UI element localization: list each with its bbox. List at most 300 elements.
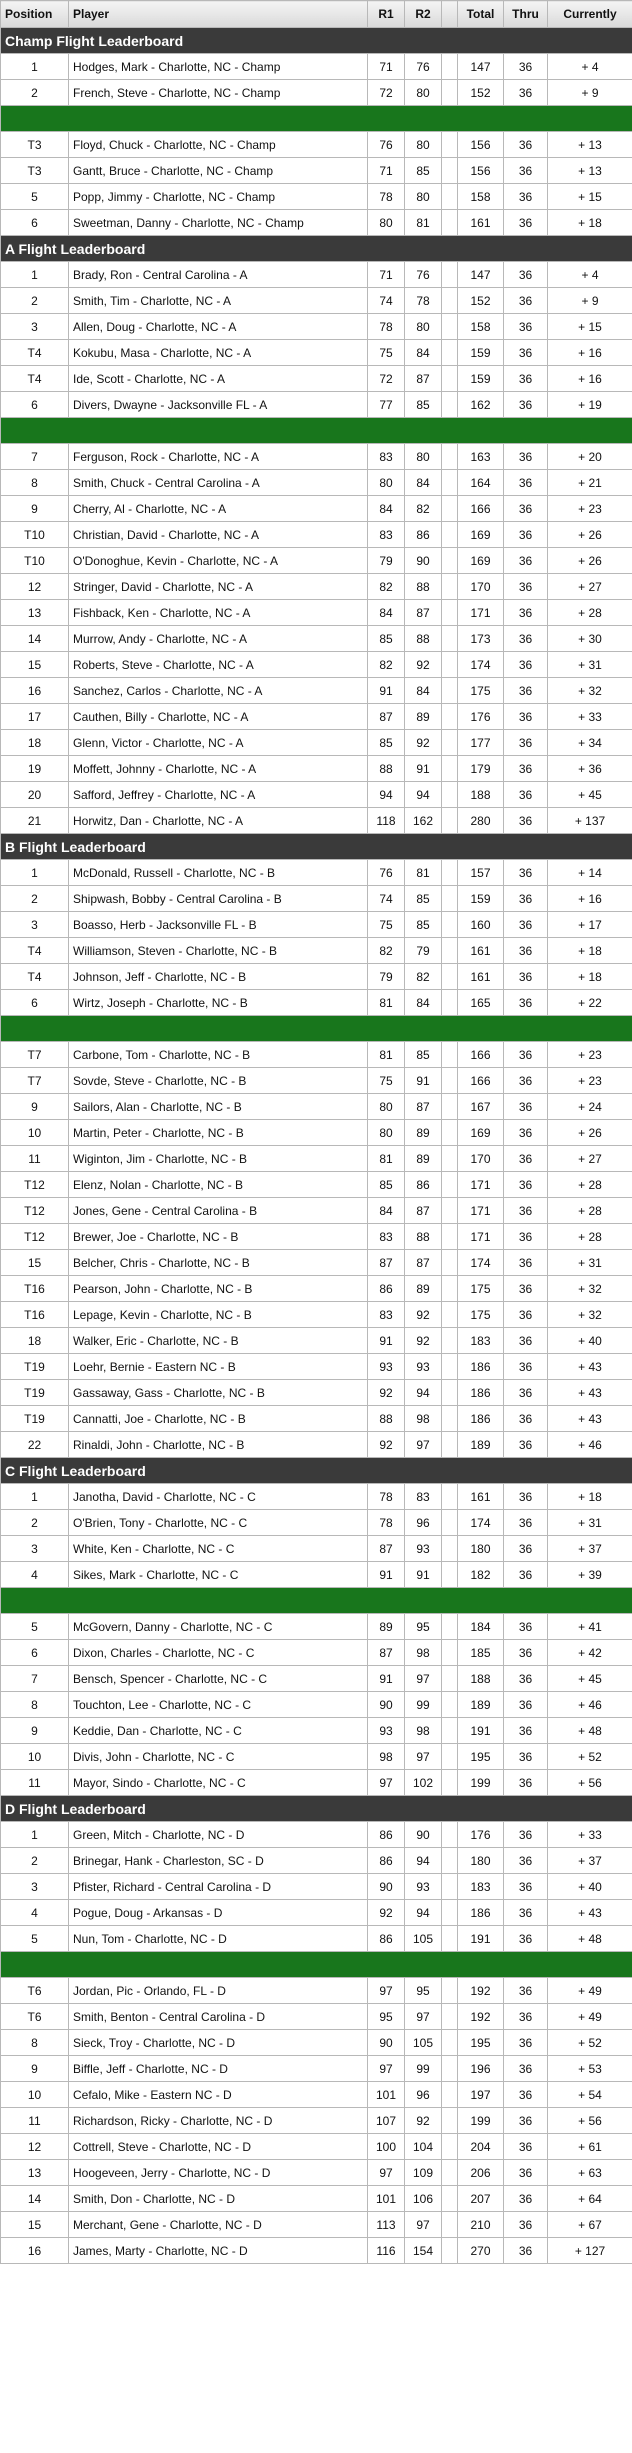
currently-cell: + 37 xyxy=(548,1848,632,1874)
thru-cell: 36 xyxy=(504,184,548,210)
player-cell: Jordan, Pic - Orlando, FL - D xyxy=(69,1978,368,2004)
total-cell: 280 xyxy=(458,808,504,834)
r1-cell: 74 xyxy=(368,288,405,314)
table-row xyxy=(1,1614,632,1640)
table-row xyxy=(1,756,632,782)
total-cell: 166 xyxy=(458,1042,504,1068)
r2-cell: 106 xyxy=(405,2186,442,2212)
currently-cell: + 9 xyxy=(548,80,632,106)
player-cell: Sanchez, Carlos - Charlotte, NC - A xyxy=(69,678,368,704)
player-cell: Hodges, Mark - Charlotte, NC - Champ xyxy=(69,54,368,80)
position-cell: 6 xyxy=(1,392,69,418)
position-cell: 3 xyxy=(1,1874,69,1900)
r2-cell: 87 xyxy=(405,1094,442,1120)
thru-cell: 36 xyxy=(504,548,548,574)
table-row xyxy=(1,288,632,314)
r2-cell: 87 xyxy=(405,600,442,626)
total-cell: 186 xyxy=(458,1380,504,1406)
table-row xyxy=(1,366,632,392)
total-cell: 170 xyxy=(458,574,504,600)
currently-cell: + 32 xyxy=(548,1302,632,1328)
player-cell: Williamson, Steven - Charlotte, NC - B xyxy=(69,938,368,964)
blank-cell xyxy=(442,1224,458,1250)
currently-cell: + 49 xyxy=(548,2004,632,2030)
player-cell: Boasso, Herb - Jacksonville FL - B xyxy=(69,912,368,938)
r1-cell: 92 xyxy=(368,1900,405,1926)
table-row xyxy=(1,860,632,886)
player-cell: Shipwash, Bobby - Central Carolina - B xyxy=(69,886,368,912)
position-cell: T12 xyxy=(1,1198,69,1224)
thru-cell: 36 xyxy=(504,808,548,834)
currently-cell: + 42 xyxy=(548,1640,632,1666)
player-cell: Ide, Scott - Charlotte, NC - A xyxy=(69,366,368,392)
r2-cell: 79 xyxy=(405,938,442,964)
thru-cell: 36 xyxy=(504,1614,548,1640)
table-row xyxy=(1,1302,632,1328)
position-cell: T6 xyxy=(1,2004,69,2030)
table-row xyxy=(1,392,632,418)
r1-cell: 84 xyxy=(368,496,405,522)
currently-cell: + 31 xyxy=(548,1250,632,1276)
currently-cell: + 46 xyxy=(548,1432,632,1458)
col-header-r1: R1 xyxy=(368,1,405,28)
position-cell: 1 xyxy=(1,1822,69,1848)
table-row xyxy=(1,80,632,106)
r1-cell: 85 xyxy=(368,730,405,756)
blank-cell xyxy=(442,2134,458,2160)
thru-cell: 36 xyxy=(504,600,548,626)
player-cell: Divers, Dwayne - Jacksonville FL - A xyxy=(69,392,368,418)
position-cell: T10 xyxy=(1,548,69,574)
table-row xyxy=(1,1536,632,1562)
player-cell: Carbone, Tom - Charlotte, NC - B xyxy=(69,1042,368,1068)
thru-cell: 36 xyxy=(504,1094,548,1120)
blank-cell xyxy=(442,1926,458,1952)
position-cell: 4 xyxy=(1,1900,69,1926)
r2-cell: 88 xyxy=(405,626,442,652)
total-cell: 204 xyxy=(458,2134,504,2160)
total-cell: 173 xyxy=(458,626,504,652)
currently-cell: + 28 xyxy=(548,600,632,626)
r1-cell: 83 xyxy=(368,1302,405,1328)
r2-cell: 97 xyxy=(405,2212,442,2238)
blank-cell xyxy=(442,860,458,886)
col-header-position: Position xyxy=(1,1,69,28)
table-row xyxy=(1,1926,632,1952)
r1-cell: 81 xyxy=(368,990,405,1016)
position-cell: 17 xyxy=(1,704,69,730)
thru-cell: 36 xyxy=(504,340,548,366)
position-cell: 15 xyxy=(1,1250,69,1276)
table-row xyxy=(1,1484,632,1510)
blank-cell xyxy=(442,132,458,158)
currently-cell: + 28 xyxy=(548,1224,632,1250)
thru-cell: 36 xyxy=(504,1328,548,1354)
r2-cell: 89 xyxy=(405,704,442,730)
currently-cell: + 32 xyxy=(548,1276,632,1302)
blank-cell xyxy=(442,1614,458,1640)
total-cell: 171 xyxy=(458,1224,504,1250)
thru-cell: 36 xyxy=(504,2238,548,2264)
thru-cell: 36 xyxy=(504,1822,548,1848)
player-cell: Johnson, Jeff - Charlotte, NC - B xyxy=(69,964,368,990)
r1-cell: 78 xyxy=(368,184,405,210)
thru-cell: 36 xyxy=(504,2160,548,2186)
total-cell: 189 xyxy=(458,1432,504,1458)
blank-cell xyxy=(442,730,458,756)
total-cell: 182 xyxy=(458,1562,504,1588)
col-header-r2: R2 xyxy=(405,1,442,28)
player-cell: Richardson, Ricky - Charlotte, NC - D xyxy=(69,2108,368,2134)
player-cell: Gantt, Bruce - Charlotte, NC - Champ xyxy=(69,158,368,184)
position-cell: 9 xyxy=(1,1094,69,1120)
table-row xyxy=(1,1406,632,1432)
blank-cell xyxy=(442,2004,458,2030)
player-cell: Moffett, Johnny - Charlotte, NC - A xyxy=(69,756,368,782)
r2-cell: 99 xyxy=(405,1692,442,1718)
r1-cell: 86 xyxy=(368,1926,405,1952)
currently-cell: + 33 xyxy=(548,704,632,730)
blank-cell xyxy=(442,1718,458,1744)
thru-cell: 36 xyxy=(504,1744,548,1770)
r2-cell: 97 xyxy=(405,1666,442,1692)
blank-cell xyxy=(442,1432,458,1458)
currently-cell: + 4 xyxy=(548,54,632,80)
blank-cell xyxy=(442,2082,458,2108)
total-cell: 174 xyxy=(458,1250,504,1276)
total-cell: 152 xyxy=(458,80,504,106)
thru-cell: 36 xyxy=(504,314,548,340)
thru-cell: 36 xyxy=(504,444,548,470)
r1-cell: 79 xyxy=(368,964,405,990)
r2-cell: 98 xyxy=(405,1640,442,1666)
total-cell: 192 xyxy=(458,1978,504,2004)
currently-cell: + 127 xyxy=(548,2238,632,2264)
currently-cell: + 41 xyxy=(548,1614,632,1640)
player-cell: Touchton, Lee - Charlotte, NC - C xyxy=(69,1692,368,1718)
r2-cell: 85 xyxy=(405,1042,442,1068)
total-cell: 175 xyxy=(458,1276,504,1302)
total-cell: 177 xyxy=(458,730,504,756)
table-row xyxy=(1,600,632,626)
position-cell: T3 xyxy=(1,132,69,158)
blank-cell xyxy=(442,288,458,314)
thru-cell: 36 xyxy=(504,262,548,288)
currently-cell: + 63 xyxy=(548,2160,632,2186)
cut-line xyxy=(1,418,632,444)
r1-cell: 75 xyxy=(368,912,405,938)
blank-cell xyxy=(442,756,458,782)
player-cell: Gassaway, Gass - Charlotte, NC - B xyxy=(69,1380,368,1406)
blank-cell xyxy=(442,444,458,470)
blank-cell xyxy=(442,2238,458,2264)
thru-cell: 36 xyxy=(504,1250,548,1276)
thru-cell: 36 xyxy=(504,1536,548,1562)
position-cell: 2 xyxy=(1,1510,69,1536)
currently-cell: + 9 xyxy=(548,288,632,314)
r2-cell: 89 xyxy=(405,1120,442,1146)
blank-cell xyxy=(442,1848,458,1874)
currently-cell: + 13 xyxy=(548,132,632,158)
blank-cell xyxy=(442,1068,458,1094)
currently-cell: + 20 xyxy=(548,444,632,470)
table-row xyxy=(1,158,632,184)
r2-cell: 85 xyxy=(405,392,442,418)
position-cell: 15 xyxy=(1,2212,69,2238)
cut-line-bar xyxy=(1,1016,632,1042)
flight-header xyxy=(1,236,632,262)
table-row xyxy=(1,574,632,600)
table-row xyxy=(1,1666,632,1692)
player-cell: Smith, Benton - Central Carolina - D xyxy=(69,2004,368,2030)
position-cell: 14 xyxy=(1,626,69,652)
blank-cell xyxy=(442,1510,458,1536)
currently-cell: + 17 xyxy=(548,912,632,938)
position-cell: T12 xyxy=(1,1172,69,1198)
flight-header xyxy=(1,834,632,860)
thru-cell: 36 xyxy=(504,470,548,496)
r1-cell: 87 xyxy=(368,1640,405,1666)
table-row xyxy=(1,1848,632,1874)
table-row xyxy=(1,1640,632,1666)
r1-cell: 93 xyxy=(368,1354,405,1380)
r2-cell: 104 xyxy=(405,2134,442,2160)
player-cell: Smith, Tim - Charlotte, NC - A xyxy=(69,288,368,314)
total-cell: 195 xyxy=(458,2030,504,2056)
thru-cell: 36 xyxy=(504,210,548,236)
blank-cell xyxy=(442,964,458,990)
table-row xyxy=(1,1692,632,1718)
r1-cell: 113 xyxy=(368,2212,405,2238)
player-cell: Popp, Jimmy - Charlotte, NC - Champ xyxy=(69,184,368,210)
r1-cell: 86 xyxy=(368,1848,405,1874)
cut-line-bar xyxy=(1,1952,632,1978)
position-cell: 16 xyxy=(1,2238,69,2264)
table-row xyxy=(1,470,632,496)
position-cell: 2 xyxy=(1,886,69,912)
player-cell: Kokubu, Masa - Charlotte, NC - A xyxy=(69,340,368,366)
col-header-player: Player xyxy=(69,1,368,28)
total-cell: 207 xyxy=(458,2186,504,2212)
currently-cell: + 39 xyxy=(548,1562,632,1588)
player-cell: Dixon, Charles - Charlotte, NC - C xyxy=(69,1640,368,1666)
thru-cell: 36 xyxy=(504,704,548,730)
currently-cell: + 30 xyxy=(548,626,632,652)
thru-cell: 36 xyxy=(504,1224,548,1250)
table-row xyxy=(1,54,632,80)
table-row xyxy=(1,1068,632,1094)
blank-cell xyxy=(442,314,458,340)
r1-cell: 90 xyxy=(368,1874,405,1900)
total-cell: 158 xyxy=(458,184,504,210)
cut-line-bar xyxy=(1,1588,632,1614)
total-cell: 196 xyxy=(458,2056,504,2082)
position-cell: 3 xyxy=(1,1536,69,1562)
currently-cell: + 28 xyxy=(548,1198,632,1224)
position-cell: T19 xyxy=(1,1406,69,1432)
r2-cell: 80 xyxy=(405,314,442,340)
position-cell: T19 xyxy=(1,1354,69,1380)
total-cell: 199 xyxy=(458,1770,504,1796)
blank-cell xyxy=(442,1484,458,1510)
currently-cell: + 48 xyxy=(548,1718,632,1744)
thru-cell: 36 xyxy=(504,1926,548,1952)
position-cell: 1 xyxy=(1,860,69,886)
thru-cell: 36 xyxy=(504,1640,548,1666)
total-cell: 169 xyxy=(458,522,504,548)
table-row xyxy=(1,444,632,470)
r1-cell: 78 xyxy=(368,1484,405,1510)
r1-cell: 86 xyxy=(368,1276,405,1302)
position-cell: T4 xyxy=(1,340,69,366)
thru-cell: 36 xyxy=(504,288,548,314)
position-cell: T19 xyxy=(1,1380,69,1406)
table-row xyxy=(1,184,632,210)
thru-cell: 36 xyxy=(504,626,548,652)
position-cell: 8 xyxy=(1,470,69,496)
r2-cell: 81 xyxy=(405,860,442,886)
total-cell: 165 xyxy=(458,990,504,1016)
thru-cell: 36 xyxy=(504,1302,548,1328)
blank-cell xyxy=(442,1640,458,1666)
r2-cell: 94 xyxy=(405,1900,442,1926)
position-cell: T6 xyxy=(1,1978,69,2004)
r1-cell: 80 xyxy=(368,1120,405,1146)
total-cell: 171 xyxy=(458,600,504,626)
total-cell: 169 xyxy=(458,1120,504,1146)
player-cell: Stringer, David - Charlotte, NC - A xyxy=(69,574,368,600)
cut-line-bar xyxy=(1,418,632,444)
currently-cell: + 26 xyxy=(548,522,632,548)
r2-cell: 80 xyxy=(405,132,442,158)
r2-cell: 80 xyxy=(405,444,442,470)
currently-cell: + 24 xyxy=(548,1094,632,1120)
r2-cell: 97 xyxy=(405,2004,442,2030)
r2-cell: 76 xyxy=(405,54,442,80)
total-cell: 175 xyxy=(458,678,504,704)
thru-cell: 36 xyxy=(504,1432,548,1458)
r1-cell: 79 xyxy=(368,548,405,574)
blank-cell xyxy=(442,1874,458,1900)
player-cell: Sweetman, Danny - Charlotte, NC - Champ xyxy=(69,210,368,236)
blank-cell xyxy=(442,2056,458,2082)
r1-cell: 71 xyxy=(368,262,405,288)
currently-cell: + 16 xyxy=(548,366,632,392)
total-cell: 186 xyxy=(458,1900,504,1926)
table-row xyxy=(1,2082,632,2108)
blank-cell xyxy=(442,2212,458,2238)
position-cell: 16 xyxy=(1,678,69,704)
r2-cell: 84 xyxy=(405,340,442,366)
currently-cell: + 23 xyxy=(548,496,632,522)
player-cell: Smith, Don - Charlotte, NC - D xyxy=(69,2186,368,2212)
blank-cell xyxy=(442,80,458,106)
position-cell: 14 xyxy=(1,2186,69,2212)
total-cell: 157 xyxy=(458,860,504,886)
r2-cell: 93 xyxy=(405,1536,442,1562)
r2-cell: 82 xyxy=(405,496,442,522)
blank-cell xyxy=(442,340,458,366)
r2-cell: 84 xyxy=(405,678,442,704)
col-header-total: Total xyxy=(458,1,504,28)
position-cell: T7 xyxy=(1,1042,69,1068)
r1-cell: 71 xyxy=(368,54,405,80)
total-cell: 166 xyxy=(458,496,504,522)
table-row xyxy=(1,262,632,288)
position-cell: 11 xyxy=(1,2108,69,2134)
total-cell: 161 xyxy=(458,210,504,236)
currently-cell: + 54 xyxy=(548,2082,632,2108)
currently-cell: + 64 xyxy=(548,2186,632,2212)
table-row xyxy=(1,1250,632,1276)
r2-cell: 83 xyxy=(405,1484,442,1510)
player-cell: Fishback, Ken - Charlotte, NC - A xyxy=(69,600,368,626)
r1-cell: 84 xyxy=(368,1198,405,1224)
r2-cell: 76 xyxy=(405,262,442,288)
table-row xyxy=(1,1510,632,1536)
currently-cell: + 27 xyxy=(548,1146,632,1172)
blank-cell xyxy=(442,392,458,418)
table-row xyxy=(1,522,632,548)
position-cell: T3 xyxy=(1,158,69,184)
r2-cell: 162 xyxy=(405,808,442,834)
r1-cell: 86 xyxy=(368,1822,405,1848)
thru-cell: 36 xyxy=(504,990,548,1016)
r1-cell: 95 xyxy=(368,2004,405,2030)
blank-cell xyxy=(442,886,458,912)
total-cell: 156 xyxy=(458,158,504,184)
r2-cell: 80 xyxy=(405,80,442,106)
blank-cell xyxy=(442,1770,458,1796)
blank-cell xyxy=(442,1822,458,1848)
blank-cell xyxy=(442,912,458,938)
position-cell: 22 xyxy=(1,1432,69,1458)
player-cell: O'Brien, Tony - Charlotte, NC - C xyxy=(69,1510,368,1536)
r1-cell: 97 xyxy=(368,2056,405,2082)
blank-cell xyxy=(442,938,458,964)
currently-cell: + 19 xyxy=(548,392,632,418)
table-row xyxy=(1,1042,632,1068)
blank-cell xyxy=(442,652,458,678)
blank-cell xyxy=(442,1354,458,1380)
position-cell: 2 xyxy=(1,288,69,314)
table-row xyxy=(1,990,632,1016)
total-cell: 162 xyxy=(458,392,504,418)
position-cell: 12 xyxy=(1,2134,69,2160)
currently-cell: + 16 xyxy=(548,886,632,912)
currently-cell: + 46 xyxy=(548,1692,632,1718)
player-cell: Keddie, Dan - Charlotte, NC - C xyxy=(69,1718,368,1744)
total-cell: 159 xyxy=(458,366,504,392)
thru-cell: 36 xyxy=(504,886,548,912)
position-cell: 21 xyxy=(1,808,69,834)
player-cell: Cannatti, Joe - Charlotte, NC - B xyxy=(69,1406,368,1432)
total-cell: 161 xyxy=(458,964,504,990)
table-row xyxy=(1,2212,632,2238)
player-cell: Horwitz, Dan - Charlotte, NC - A xyxy=(69,808,368,834)
table-row xyxy=(1,938,632,964)
total-cell: 186 xyxy=(458,1354,504,1380)
r1-cell: 76 xyxy=(368,860,405,886)
blank-cell xyxy=(442,1900,458,1926)
r2-cell: 91 xyxy=(405,1068,442,1094)
blank-cell xyxy=(442,2030,458,2056)
position-cell: 1 xyxy=(1,262,69,288)
thru-cell: 36 xyxy=(504,2082,548,2108)
r2-cell: 91 xyxy=(405,756,442,782)
r1-cell: 93 xyxy=(368,1718,405,1744)
thru-cell: 36 xyxy=(504,1276,548,1302)
